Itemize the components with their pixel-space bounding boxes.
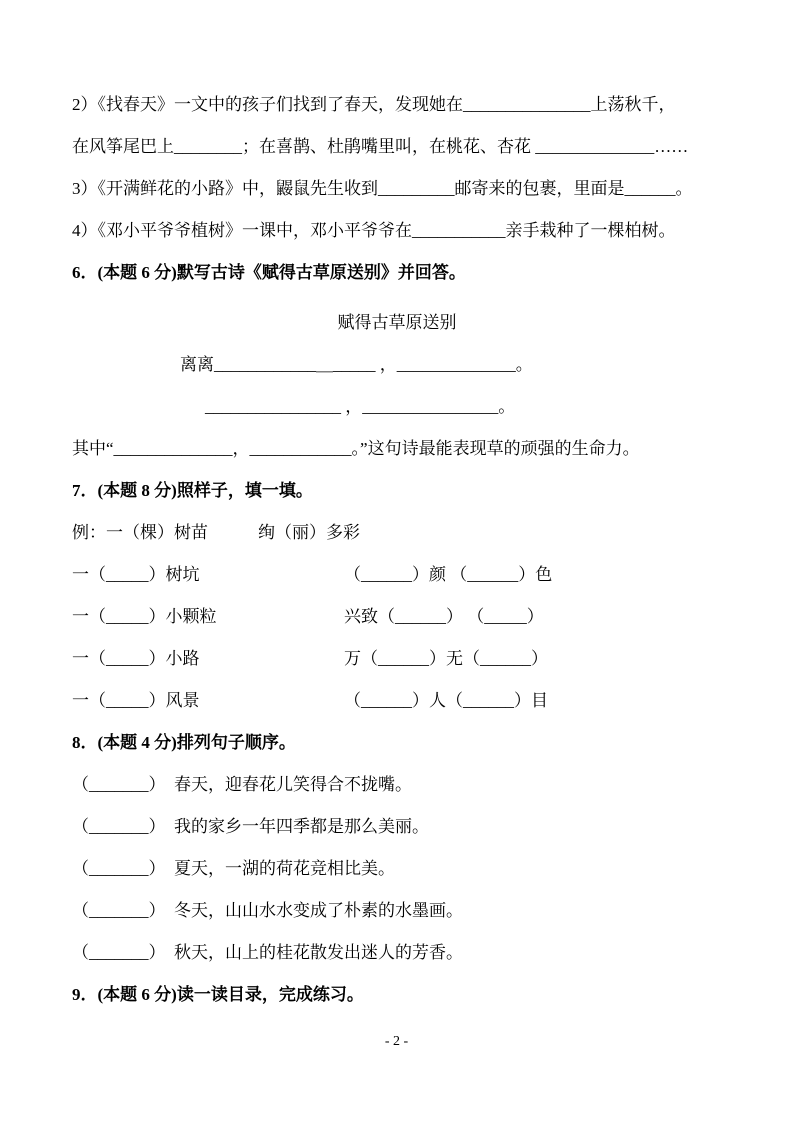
q7-example-right: 绚（丽）多彩: [258, 523, 360, 542]
q7-row-1: [72, 554, 722, 596]
q7-row-3-left: 一（_____）小路: [72, 649, 200, 668]
q7-row-3: [72, 638, 722, 680]
q6-heading: 6．(本题 6 分)默写古诗《赋得古草原送别》并回答。: [72, 263, 466, 282]
q6-poem-line-2: ________________ ，________________。: [205, 397, 516, 416]
q7-row-2-left: 一（_____）小颗粒: [72, 607, 217, 626]
q8-sentence-2: （_______） 我的家乡一年四季都是那么美丽。: [72, 817, 429, 836]
q7-row-3-right: 万（______）无（______）: [344, 649, 548, 668]
q7-row-2-right: 兴致（______） （_____）: [344, 607, 544, 626]
q7-row-4-right: （______）人（______）目: [344, 691, 548, 710]
q7-row-2: [72, 596, 722, 638]
q7-row-4: [72, 680, 722, 722]
q6-poem-line-1: 离离____________＿_____ ，______________。: [180, 355, 533, 374]
q6-analysis-line: 其中“______________，____________。”这句诗最能表现草的顽强的生命力。: [72, 439, 640, 458]
q7-example-left: 例：一（棵）树苗: [72, 523, 208, 542]
q2-line-1: 2）《找春天》一文中的孩子们找到了春天，发现她在_______________上荡秋千，: [72, 95, 676, 114]
q8-sentence-1: （_______） 春天，迎春花儿笑得合不拢嘴。: [72, 775, 412, 794]
q7-example-row: [72, 512, 722, 554]
page-content: [72, 84, 722, 1016]
q7-heading: 7．(本题 8 分)照样子，填一填。: [72, 481, 313, 500]
q8-sentence-4: （_______） 冬天，山山水水变成了朴素的水墨画。: [72, 901, 463, 920]
q7-row-1-right: （______）颜 （______）色: [344, 565, 553, 584]
q7-row-1-left: 一（_____）树坑: [72, 565, 200, 584]
q7-row-4-left: 一（_____）风景: [72, 691, 200, 710]
page-number: - 2 -: [384, 1034, 409, 1049]
q2-line-2: 在风筝尾巴上________；在喜鹊、杜鹃嘴里叫，在桃花、杏花 ______________……: [72, 137, 689, 156]
q8-sentence-3: （_______） 夏天，一湖的荷花竞相比美。: [72, 859, 395, 878]
q9-heading: 9．(本题 6 分)读一读目录，完成练习。: [72, 985, 364, 1004]
q8-heading: 8．(本题 4 分)排列句子顺序。: [72, 733, 296, 752]
q4-line: 4）《邓小平爷爷植树》一课中，邓小平爷爷在___________亲手栽种了一棵柏树。: [72, 221, 676, 240]
q8-sentence-5: （_______） 秋天，山上的桂花散发出迷人的芳香。: [72, 943, 463, 962]
q3-line: 3）《开满鲜花的小路》中，鼹鼠先生收到_________邮寄来的包裹，里面是______。: [72, 179, 693, 198]
q6-poem-title: 赋得古草原送别: [337, 313, 457, 332]
